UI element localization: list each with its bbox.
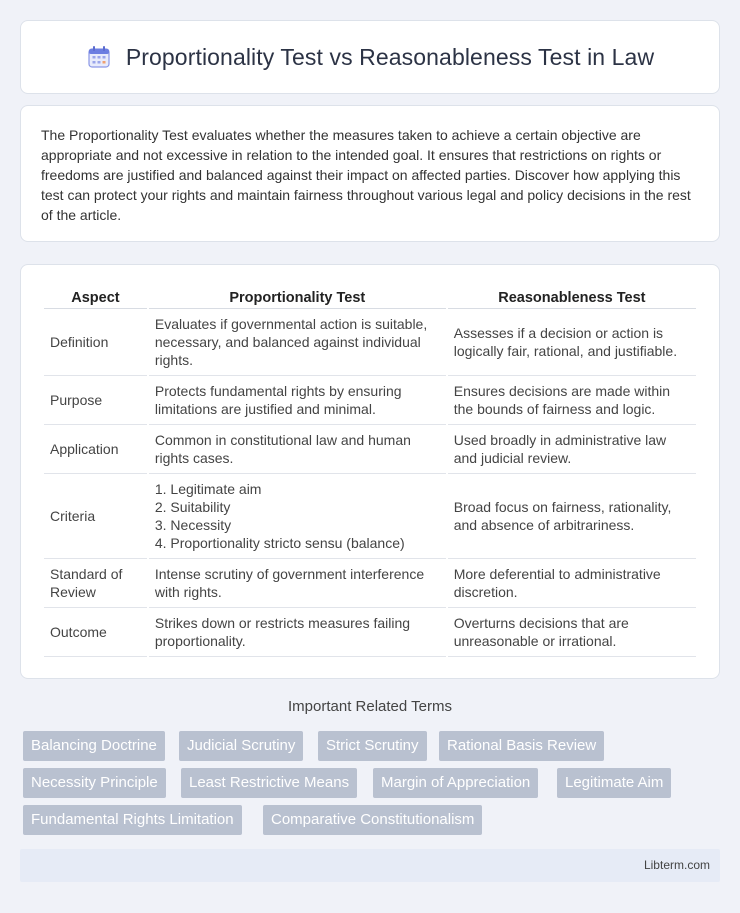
- row-reasonableness: Broad focus on fairness, rationality, and absence of arbitrariness.: [448, 474, 696, 559]
- criteria-item: 2. Suitability: [154, 499, 231, 515]
- table-row: [44, 559, 696, 608]
- row-proportionality: Protects fundamental rights by ensuring limitations are justified and minimal.: [149, 376, 446, 425]
- row-reasonableness: Overturns decisions that are unreasonable or irrational.: [448, 608, 696, 657]
- header-aspect: Aspect: [44, 285, 147, 309]
- row-aspect: Outcome: [44, 608, 147, 657]
- row-aspect: Standard of Review: [44, 559, 147, 608]
- row-aspect: Purpose: [44, 376, 147, 425]
- footer-site-link[interactable]: Libterm.com: [643, 858, 710, 872]
- row-reasonableness: Assesses if a decision or action is logically fair, rational, and justifiable.: [448, 309, 696, 376]
- table-row: [44, 608, 696, 657]
- related-term-tag[interactable]: Comparative Constitutionalism: [263, 805, 482, 835]
- header-card: [20, 20, 720, 94]
- table-row: [44, 376, 696, 425]
- row-proportionality: Strikes down or restricts measures failing proportionality.: [149, 608, 446, 657]
- row-proportionality-criteria: [149, 474, 446, 559]
- related-term-tag[interactable]: Balancing Doctrine: [23, 731, 165, 761]
- row-reasonableness: More deferential to administrative discretion.: [448, 559, 696, 608]
- row-aspect: Application: [44, 425, 147, 474]
- related-term-tag[interactable]: Strict Scrutiny: [318, 731, 427, 761]
- row-aspect: Criteria: [44, 474, 147, 559]
- row-aspect: Definition: [44, 309, 147, 376]
- row-reasonableness: Used broadly in administrative law and judicial review.: [448, 425, 696, 474]
- related-term-tag[interactable]: Least Restrictive Means: [181, 768, 357, 798]
- comparison-table-card: [20, 264, 720, 679]
- criteria-item: 1. Legitimate aim: [154, 481, 262, 497]
- comparison-table: [42, 285, 698, 657]
- footer: [20, 849, 720, 882]
- table-row: [44, 425, 696, 474]
- row-proportionality: Intense scrutiny of government interference with rights.: [149, 559, 446, 608]
- row-proportionality: Common in constitutional law and human rights cases.: [149, 425, 446, 474]
- table-row: [44, 474, 696, 559]
- title-wrap: [86, 44, 654, 71]
- related-terms-title: Important Related Terms: [288, 698, 452, 715]
- intro-text: The Proportionality Test evaluates whether the measures taken to achieve a certain objective are appropriate and not excessive in relation to the intended goal. It ensures that restrictions on rights or freedoms are justified and balanced against their impact on affected parties. Discover how applying this test can protect your rights and maintain fairness throughout various legal and policy decisions in the rest of the article.: [41, 127, 691, 223]
- related-term-tag[interactable]: Legitimate Aim: [557, 768, 671, 798]
- header-reasonableness: Reasonableness Test: [448, 285, 696, 309]
- related-term-tag[interactable]: Fundamental Rights Limitation: [23, 805, 242, 835]
- header-proportionality: Proportionality Test: [149, 285, 446, 309]
- related-term-tag[interactable]: Necessity Principle: [23, 768, 166, 798]
- calendar-icon: [86, 44, 112, 70]
- criteria-item: 3. Necessity: [154, 517, 232, 533]
- related-term-tag[interactable]: Judicial Scrutiny: [179, 731, 303, 761]
- row-proportionality: Evaluates if governmental action is suitable, necessary, and balanced against individual rights.: [149, 309, 446, 376]
- page-title: Proportionality Test vs Reasonableness Test in Law: [125, 43, 655, 70]
- table-header-row: [44, 285, 696, 309]
- row-reasonableness: Ensures decisions are made within the bounds of fairness and logic.: [448, 376, 696, 425]
- related-term-tag[interactable]: Margin of Appreciation: [373, 768, 538, 798]
- criteria-item: 4. Proportionality stricto sensu (balance): [154, 535, 405, 551]
- intro-card: [20, 105, 720, 242]
- table-row: [44, 309, 696, 376]
- related-term-tag[interactable]: Rational Basis Review: [439, 731, 604, 761]
